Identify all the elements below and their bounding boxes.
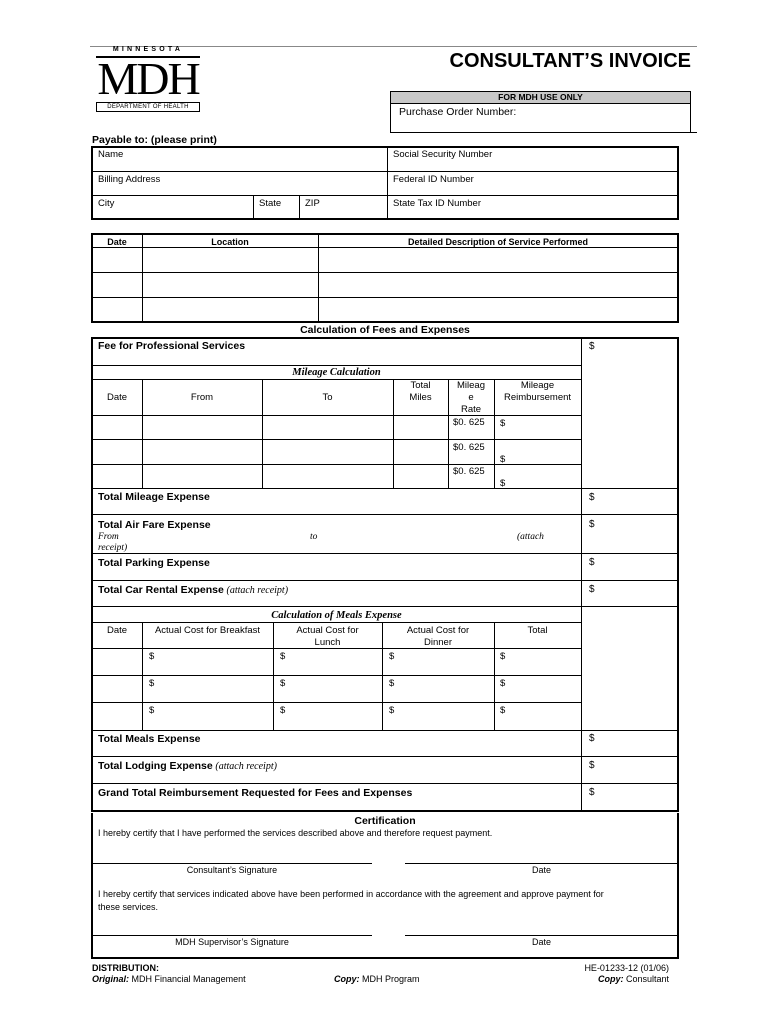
- total-meals-amount[interactable]: $: [589, 733, 595, 744]
- fees-row-divider: [92, 514, 678, 515]
- dinner-line: Dinner: [424, 637, 452, 648]
- mileage-col-to: To: [322, 392, 333, 403]
- meals-col-lunch: [273, 625, 382, 649]
- meals-total-3[interactable]: $: [500, 705, 506, 716]
- original-label: Original:: [92, 974, 130, 984]
- supervisor-signature-label: MDH Supervisor’s Signature: [175, 937, 289, 947]
- supervisor-date-label: Date: [531, 937, 551, 947]
- car-rental-text: Total Car Rental Expense: [98, 584, 224, 596]
- meals-lunch-1[interactable]: $: [280, 651, 286, 662]
- supervisor-certify-text: [98, 888, 604, 914]
- lunch-line: Actual Cost for: [296, 625, 359, 636]
- copy-consultant-line: [540, 974, 669, 984]
- amount-col-divider: [581, 338, 582, 811]
- mileage-row-divider: [92, 439, 581, 440]
- services-col-description: Detailed Description of Service Performed: [407, 237, 589, 247]
- billing-address-field[interactable]: Billing Address: [98, 174, 161, 185]
- payable-col-divider: [253, 196, 254, 219]
- total-miles-line: Miles: [409, 392, 432, 403]
- copy-label: Copy:: [597, 974, 624, 984]
- consultant-certify-text: I hereby certify that I have performed the services described above and therefore request payment.: [98, 828, 493, 838]
- copy-label: Copy:: [334, 974, 360, 984]
- air-fare-amount[interactable]: $: [589, 519, 595, 530]
- consultant-signature-line[interactable]: [92, 863, 372, 864]
- rate-line: Rate: [460, 404, 482, 415]
- supervisor-text-line: these services.: [98, 902, 159, 912]
- po-number-field[interactable]: [391, 104, 690, 118]
- fees-row-divider: [92, 606, 678, 607]
- fees-heading: Calculation of Fees and Expenses: [300, 324, 470, 336]
- meals-col-date: Date: [106, 625, 128, 636]
- mdh-logo: [96, 46, 200, 112]
- meals-row-divider: [92, 675, 581, 676]
- total-mileage-amount[interactable]: $: [589, 492, 595, 503]
- copy-program-line: [334, 974, 420, 984]
- supervisor-text-line: I hereby certify that services indicated above have been performed in accordance with the agreement and approve payment for: [98, 889, 604, 899]
- copy-consultant-value: Consultant: [625, 974, 669, 984]
- po-rule: [691, 132, 697, 133]
- fees-row-divider: [92, 580, 678, 581]
- mileage-col-rate: [448, 380, 494, 416]
- original-line: [92, 974, 246, 984]
- payable-row-divider: [92, 171, 678, 172]
- meals-lunch-3[interactable]: $: [280, 705, 286, 716]
- professional-fee-amount[interactable]: $: [589, 341, 595, 352]
- services-row-divider: [92, 297, 678, 298]
- distribution-label: DISTRIBUTION:: [92, 963, 159, 973]
- mileage-col-from: From: [190, 392, 214, 403]
- meals-lunch-2[interactable]: $: [280, 678, 286, 689]
- state-tax-id-field[interactable]: State Tax ID Number: [393, 198, 482, 209]
- meals-rule: [92, 622, 581, 623]
- mdh-use-label: FOR MDH USE ONLY: [391, 92, 690, 104]
- rate-line: Mileag: [457, 380, 485, 391]
- services-col-location: Location: [211, 237, 249, 247]
- state-field[interactable]: State: [259, 198, 282, 209]
- payable-row-divider: [92, 195, 678, 196]
- meals-breakfast-1[interactable]: $: [149, 651, 155, 662]
- services-col-divider: [142, 234, 143, 322]
- lodging-attach: (attach receipt): [215, 761, 277, 772]
- air-receipt-label: receipt): [98, 543, 128, 553]
- meals-col-breakfast: Actual Cost for Breakfast: [154, 625, 261, 636]
- air-from-label: From: [98, 532, 119, 542]
- fees-row-divider: [92, 756, 678, 757]
- total-meals-label: Total Meals Expense: [98, 733, 201, 745]
- meals-dinner-3[interactable]: $: [389, 705, 395, 716]
- mileage-amount-1[interactable]: $: [500, 418, 506, 429]
- meals-breakfast-2[interactable]: $: [149, 678, 155, 689]
- meals-total-2[interactable]: $: [500, 678, 506, 689]
- reimb-line: Mileage: [520, 380, 555, 391]
- meals-dinner-2[interactable]: $: [389, 678, 395, 689]
- meals-total-1[interactable]: $: [500, 651, 506, 662]
- meals-dinner-1[interactable]: $: [389, 651, 395, 662]
- mileage-rate-1: $0. 625: [453, 417, 485, 428]
- mileage-title: Mileage Calculation: [292, 367, 381, 378]
- car-rental-label: [98, 584, 288, 596]
- services-row-divider: [92, 272, 678, 273]
- zip-field[interactable]: ZIP: [305, 198, 320, 209]
- consultant-date-line[interactable]: [405, 863, 678, 864]
- meals-row-divider: [92, 702, 581, 703]
- fees-row-divider: [92, 365, 581, 366]
- form-number: HE-01233-12 (01/06): [584, 963, 669, 973]
- lodging-label: [98, 760, 277, 772]
- meals-title: Calculation of Meals Expense: [271, 610, 402, 621]
- air-to-label: to: [310, 532, 318, 542]
- mileage-row-divider: [92, 415, 581, 416]
- reimb-line: Reimbursement: [503, 392, 572, 403]
- payable-box: [91, 146, 679, 220]
- meals-breakfast-3[interactable]: $: [149, 705, 155, 716]
- supervisor-date-line[interactable]: [405, 935, 678, 936]
- mileage-rate-3: $0. 625: [453, 466, 485, 477]
- parking-amount[interactable]: $: [589, 557, 595, 568]
- grand-total-amount[interactable]: $: [589, 787, 595, 798]
- lodging-text: Total Lodging Expense: [98, 760, 213, 772]
- logo-dept: DEPARTMENT OF HEALTH: [107, 104, 189, 110]
- consultant-date-label: Date: [531, 865, 551, 875]
- car-rental-attach: (attach receipt): [226, 585, 289, 596]
- mdh-use-box: [390, 91, 691, 133]
- logo-dept-box: [96, 102, 200, 112]
- logo-state: MINNESOTA: [112, 46, 184, 53]
- fees-row-divider: [92, 730, 678, 731]
- payable-heading: Payable to: (please print): [92, 134, 217, 146]
- mileage-amount-3[interactable]: $: [500, 478, 506, 489]
- meals-col-dinner: [382, 625, 494, 649]
- page-title: CONSULTANT’S INVOICE: [449, 50, 691, 72]
- total-miles-line: Total: [410, 380, 431, 391]
- grand-total-label: Grand Total Reimbursement Requested for Fees and Expenses: [98, 787, 413, 799]
- rate-line: e: [468, 392, 474, 403]
- payable-col-divider: [299, 196, 300, 219]
- lodging-amount[interactable]: $: [589, 760, 595, 771]
- air-attach-label: (attach: [517, 532, 544, 542]
- services-col-date: Date: [107, 237, 127, 247]
- name-field[interactable]: Name: [98, 149, 124, 160]
- fees-row-divider: [92, 488, 678, 489]
- services-col-divider: [318, 234, 319, 322]
- total-mileage-label: Total Mileage Expense: [98, 491, 210, 503]
- mileage-row-divider: [92, 464, 581, 465]
- meals-col-total: Total: [527, 625, 548, 636]
- fees-row-divider: [92, 553, 678, 554]
- services-row-divider: [92, 247, 678, 248]
- air-fare-label: Total Air Fare Expense: [98, 519, 211, 531]
- certification-heading: Certification: [354, 815, 416, 827]
- lunch-line: Lunch: [314, 637, 341, 648]
- meals-col-divider: [494, 623, 495, 730]
- fees-row-divider: [92, 783, 678, 784]
- original-value: MDH Financial Management: [131, 974, 246, 984]
- parking-label: Total Parking Expense: [98, 557, 210, 569]
- mileage-col-date: Date: [106, 392, 128, 403]
- federal-id-field[interactable]: Federal ID Number: [393, 174, 474, 185]
- logo-abbr: MDH: [97, 53, 199, 104]
- mileage-amount-2[interactable]: $: [500, 454, 506, 465]
- professional-fee-label: Fee for Professional Services: [98, 340, 246, 352]
- payable-col-divider: [387, 147, 388, 219]
- car-rental-amount[interactable]: $: [589, 584, 595, 595]
- dinner-line: Actual Cost for: [406, 625, 470, 636]
- mileage-col-total-miles: [393, 380, 448, 404]
- supervisor-signature-line[interactable]: [92, 935, 372, 936]
- mileage-rate-2: $0. 625: [453, 442, 485, 453]
- consultant-signature-label: Consultant’s Signature: [186, 865, 278, 875]
- mileage-col-reimbursement: [494, 380, 581, 404]
- copy-program-value: MDH Program: [362, 974, 420, 984]
- city-field[interactable]: City: [98, 198, 115, 209]
- po-number-label: Purchase Order Number:: [399, 106, 517, 118]
- ssn-field[interactable]: Social Security Number: [393, 149, 493, 160]
- meals-col-divider: [142, 623, 143, 730]
